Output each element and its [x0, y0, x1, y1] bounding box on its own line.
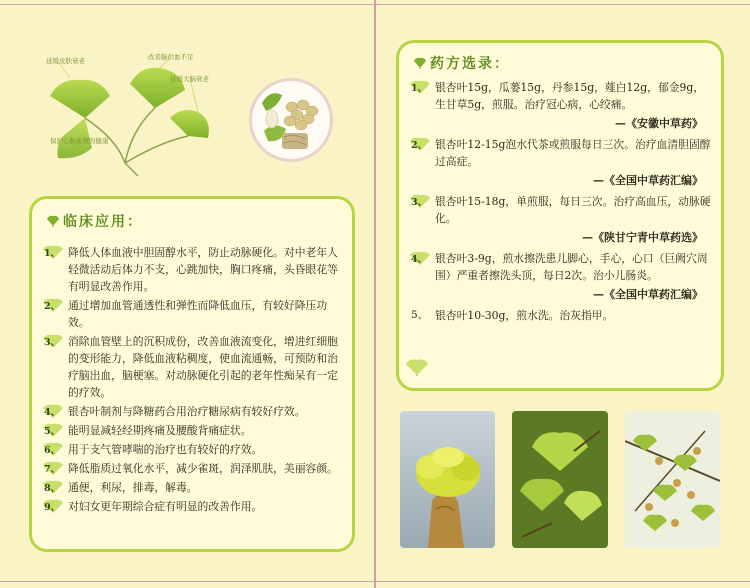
- prescriptions-panel: [396, 40, 724, 391]
- ginkgo-leaf-illustration: [30, 48, 220, 178]
- number-leaf-badge: [409, 137, 431, 152]
- prescription-source: —《全国中草药汇编》: [593, 288, 703, 301]
- clinical-item: [42, 479, 342, 496]
- diagram-label-brain-aging: 延缓大脑衰老: [170, 75, 209, 83]
- item-number: 2、: [411, 140, 428, 151]
- prescription-source: —《安徽中草药》: [615, 117, 703, 130]
- prescription-item-text: 银杏叶10-30g，煎水洗。治灰指甲。: [435, 309, 614, 322]
- prescription-item: [409, 193, 711, 227]
- clinical-item: [42, 422, 342, 439]
- number-leaf-badge: [42, 442, 64, 457]
- clinical-item-text: 银杏叶制剂与降糖药合用治疗糖尿病有较好疗效。: [68, 405, 306, 418]
- ginkgo-leaf-icon: [413, 57, 427, 69]
- clinical-item-text: 能明显减轻经期疼痛及腰酸背痛症状。: [68, 424, 252, 437]
- number-leaf-badge: [42, 245, 64, 260]
- clinical-item-text: 用于支气管哮喘的治疗也有较好的疗效。: [68, 443, 263, 456]
- clinical-applications-panel: [29, 196, 355, 552]
- prescription-item-text: 银杏叶15-18g，单煎服，每日三次。治疗高血压，动脉硬化。: [435, 195, 711, 225]
- top-rule: [376, 4, 750, 5]
- clinical-item: [42, 441, 342, 458]
- clinical-item-text: 通过增加血管通透性和弹性而降低血压，有较好降压功效。: [68, 299, 328, 329]
- clinical-item: [42, 244, 342, 295]
- item-number: 3、: [411, 197, 428, 208]
- number-leaf-badge: [42, 298, 64, 313]
- diagram-label-skin: 延缓皮肤衰老: [46, 57, 85, 65]
- ginkgo-leaf-diagram: [30, 48, 220, 178]
- item-number: 1、: [411, 83, 428, 94]
- clinical-item-text: 对妇女更年期综合症有明显的改善作用。: [68, 500, 263, 513]
- clinical-item-text: 降低脂质过氧化水平，减少雀斑，润泽肌肤，美丽容颜。: [68, 462, 338, 475]
- item-number: 4、: [411, 254, 428, 265]
- ginkgo-nuts-photo: [249, 78, 333, 162]
- number-leaf-badge: [42, 499, 64, 514]
- top-rule: [0, 4, 374, 5]
- prescriptions-heading: [413, 53, 510, 73]
- bottom-rule: [0, 581, 374, 582]
- bottom-rule: [376, 581, 750, 582]
- diagram-label-brain-blood: 改善脑供血不足: [148, 53, 194, 61]
- clinical-list: [42, 244, 342, 517]
- clinical-item: [42, 403, 342, 420]
- item-number: 6、: [44, 445, 61, 456]
- prescription-source: —《全国中草药汇编》: [593, 174, 703, 187]
- clinical-heading: [46, 211, 143, 231]
- prescription-item: [409, 79, 711, 113]
- clinical-heading-text: 临床应用：: [63, 214, 143, 230]
- number-leaf-badge: [42, 334, 64, 349]
- prescription-item-text: 银杏叶12-15g泡水代茶或煎服每日三次。治疗血清胆固醇过高症。: [435, 138, 711, 168]
- number-leaf-badge: [409, 251, 431, 266]
- ginkgo-leaves-photo: [512, 411, 608, 548]
- clinical-item-text: 通便，利尿，排毒，解毒。: [68, 481, 198, 494]
- clinical-item: [42, 333, 342, 401]
- clinical-item: [42, 498, 342, 515]
- number-leaf-badge: [42, 404, 64, 419]
- clinical-item-text: 消除血管壁上的沉积成份，改善血液流变化，增进红细胞的变形能力，降低血液粘稠度，使血流通畅，可预防和治疗脑出血，脑梗塞。对动脉硬化引起的老年性痴呆有一定的疗效。: [68, 335, 338, 399]
- number-leaf-badge: [409, 194, 431, 209]
- item-number: 5、: [44, 426, 61, 437]
- prescription-item-text: 银杏叶3-9g，煎水擦洗患儿脚心，手心，心口（巨阙穴周围）严重者擦洗头顶，每日2次。治小儿肠炎。: [435, 252, 708, 282]
- prescription-item: [409, 250, 711, 284]
- diagram-label-cardio: 保护心脑血管的健康: [50, 137, 109, 145]
- ginkgo-leaf-icon: [405, 358, 429, 380]
- prescription-item: [409, 307, 711, 324]
- ginkgo-bonsai-photo: [400, 411, 495, 548]
- item-number: 7、: [44, 464, 61, 475]
- prescription-source: —《陕甘宁青中草药选》: [582, 231, 703, 244]
- item-number: 2、: [44, 301, 61, 312]
- number-leaf-badge: [42, 480, 64, 495]
- clinical-item: [42, 297, 342, 331]
- item-number: 4、: [44, 407, 61, 418]
- clinical-item-text: 降低人体血液中胆固醇水平，防止动脉硬化。对中老年人轻微活动后体力不支，心跳加快，胸口疼痛，头昏眼花等有明显改善作用。: [68, 246, 338, 293]
- item-number: 8、: [44, 483, 61, 494]
- item-number: 5、: [411, 309, 429, 321]
- number-leaf-badge: [42, 423, 64, 438]
- ginkgo-leaf-icon: [46, 215, 60, 227]
- prescriptions-list: [409, 79, 711, 326]
- prescriptions-heading-text: 药方选录：: [430, 56, 510, 72]
- clinical-item: [42, 460, 342, 477]
- prescription-item: [409, 136, 711, 170]
- item-number: 3、: [44, 337, 61, 348]
- number-leaf-badge: [409, 80, 431, 95]
- number-leaf-badge: [42, 461, 64, 476]
- item-number: 1、: [44, 248, 61, 259]
- ginkgo-fruit-photo: [625, 411, 720, 548]
- item-number: 9、: [44, 502, 61, 513]
- prescription-item-text: 银杏叶15g，瓜蒌15g，丹参15g，薤白12g，郁金9g，生甘草5g，煎服。治疗冠心病，心绞痛。: [435, 81, 705, 111]
